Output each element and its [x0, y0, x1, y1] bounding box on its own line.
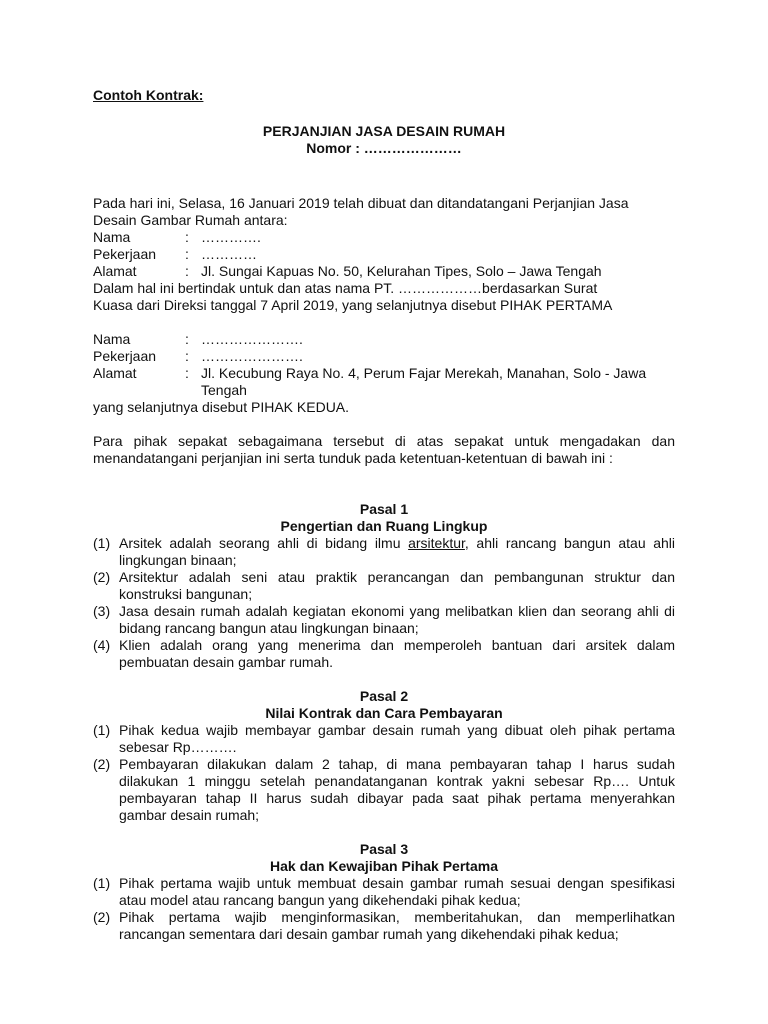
pasal-1-list — [93, 535, 675, 671]
contract-title: PERJANJIAN JASA DESAIN RUMAH — [262, 123, 506, 139]
item-text: Arsitektur adalah seni atau praktik perancangan dan pembangunan struktur dan konstruksi bangunan; — [119, 569, 675, 602]
party-two-closing: yang selanjutnya disebut PIHAK KEDUA. — [93, 399, 350, 415]
pasal-2-subheading: Nilai Kontrak dan Cara Pembayaran — [265, 705, 503, 721]
item-number: (1) — [93, 535, 111, 551]
list-item — [93, 722, 675, 756]
field-label: Nama — [93, 331, 131, 347]
pasal-3-section — [93, 841, 675, 943]
party-one-name-row — [93, 229, 675, 246]
field-label: Alamat — [93, 365, 137, 381]
item-text: Pihak pertama wajib untuk membuat desain gambar rumah sesuai dengan spesifikasi atau model atau rancang bangun yang dikehendaki pihak kedua; — [119, 875, 675, 908]
item-text: Jasa desain rumah adalah kegiatan ekonomi yang melibatkan klien dan seorang ahli di bidang rancang bangun atau lingkungan binaan; — [119, 603, 675, 636]
field-label: Pekerjaan — [93, 348, 157, 364]
field-label: Pekerjaan — [93, 246, 157, 262]
field-value: …………………. — [201, 331, 303, 347]
list-item — [93, 875, 675, 909]
party-one-represent-2: Kuasa dari Direksi tanggal 7 April 2019, yang selanjutnya disebut PIHAK PERTAMA — [93, 297, 613, 313]
pasal-3-list — [93, 875, 675, 943]
party-two-block — [93, 331, 675, 416]
list-item — [93, 603, 675, 637]
item-number: (3) — [93, 603, 111, 619]
field-sep: : — [185, 331, 189, 347]
field-value: …………………. — [201, 348, 303, 364]
field-label: Alamat — [93, 263, 137, 279]
item-number: (4) — [93, 637, 111, 653]
field-value: …………. — [201, 229, 261, 245]
item-number: (2) — [93, 569, 111, 585]
party-one-represent-1: Dalam hal ini bertindak untuk dan atas nama PT. ………………berdasarkan Surat — [93, 280, 598, 296]
field-sep: : — [185, 246, 189, 262]
item-text: Pembayaran dilakukan dalam 2 tahap, di mana pembayaran tahap I harus sudah dilakukan 1 minggu setelah penandatanganan kontrak yakni sebesar Rp…. Untuk pembayaran tahap II harus sudah dibayar pada saat pihak pertama menyerahkan gambar desain rumah; — [119, 756, 675, 823]
field-value: Jl. Sungai Kapuas No. 50, Kelurahan Tipes, Solo – Jawa Tengah — [201, 263, 602, 279]
pasal-2-list — [93, 722, 675, 824]
party-two-name-row — [93, 331, 675, 348]
intro-line-1: Pada hari ini, Selasa, 16 Januari 2019 telah dibuat dan ditandatangani Perjanjian Jasa — [93, 195, 629, 211]
field-sep: : — [185, 229, 189, 245]
pasal-1-section — [93, 501, 675, 671]
field-sep: : — [185, 365, 189, 381]
party-two-job-row — [93, 348, 675, 365]
contract-page — [93, 87, 675, 943]
party-one-job-row — [93, 246, 675, 263]
field-sep: : — [185, 263, 189, 279]
list-item — [93, 535, 675, 569]
item-number: (1) — [93, 722, 111, 738]
item-number: (1) — [93, 875, 111, 891]
list-item — [93, 909, 675, 943]
pasal-2-section — [93, 688, 675, 824]
pasal-2-heading: Pasal 2 — [359, 688, 409, 704]
intro-paragraph — [93, 195, 675, 229]
party-two-address-row — [93, 365, 675, 399]
agreement-paragraph: Para pihak sepakat sebagaimana tersebut di atas sepakat untuk mengadakan dan menandatangani perjanjian ini serta tunduk pada ketentuan-ketentuan di bawah ini : — [93, 433, 675, 466]
party-one-block — [93, 229, 675, 314]
field-value: Jl. Kecubung Raya No. 4, Perum Fajar Merekah, Manahan, Solo - Jawa Tengah — [201, 365, 647, 398]
pasal-3-heading: Pasal 3 — [359, 841, 409, 857]
item-text: Klien adalah orang yang menerima dan memperoleh bantuan dari arsitek dalam pembuatan desain gambar rumah. — [119, 637, 675, 670]
pasal-1-subheading: Pengertian dan Ruang Lingkup — [280, 518, 488, 534]
item-text — [119, 535, 675, 569]
arsitektur-link[interactable]: arsitektur — [408, 535, 465, 551]
list-item — [93, 756, 675, 824]
item-text-post: , ahli rancang bangun atau ahli lingkungan binaan; — [119, 535, 676, 568]
pasal-1-heading: Pasal 1 — [359, 501, 409, 517]
item-text-pre: Arsitek adalah seorang ahli di bidang ilmu — [119, 535, 409, 551]
party-one-address-row — [93, 263, 675, 280]
contract-number: Nomor : ………………… — [306, 140, 462, 156]
item-text: Pihak pertama wajib menginformasikan, memberitahukan, dan memperlihatkan rancangan sementara dari desain gambar rumah yang dikehendaki pihak kedua; — [119, 909, 675, 942]
field-sep: : — [185, 348, 189, 364]
list-item — [93, 637, 675, 671]
item-number: (2) — [93, 909, 111, 925]
intro-line-2: Desain Gambar Rumah antara: — [93, 212, 288, 228]
field-label: Nama — [93, 229, 131, 245]
item-number: (2) — [93, 756, 111, 772]
item-text: Pihak kedua wajib membayar gambar desain rumah yang dibuat oleh pihak pertama sebesar Rp………. — [119, 722, 675, 755]
document-label: Contoh Kontrak: — [93, 87, 204, 103]
field-value: ………… — [201, 246, 257, 262]
list-item — [93, 569, 675, 603]
pasal-3-subheading: Hak dan Kewajiban Pihak Pertama — [270, 858, 498, 874]
